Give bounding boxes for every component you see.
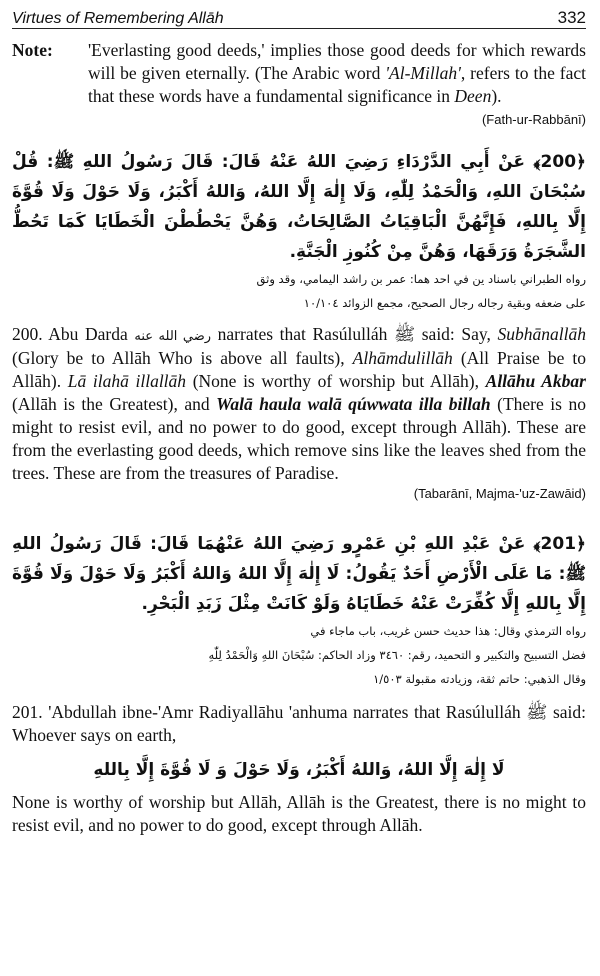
hadith-201-reference-line-3: وقال الذهبي: حاتم ثقة، وزيادته مقبولة ١/٥٠٣ [373,672,586,686]
salallahu-symbol: ﷺ [393,324,416,344]
note-text: 'Everlasting good deeds,' implies those good deeds for which rewards will be given eternally. (The Arabic word 'Al-Millah', refers to the fact that these words have a fundamental significance in Deen). (Fath-ur-Rabbānī) [88,39,586,131]
hadith-200-source: (Tabarānī, Majma-'uz-Zawāid) [413,486,586,501]
term-al-millah: 'Al-Millah' [385,63,461,83]
hadith-201-reference-line-2: فضل التسبيح والتكبير و التحميد، رقم: ٣٤٦٠ وزاد الحاكم: سُبْحَانَ اللهِ وَالْحَمْدُ لِلّٰهِ [208,648,586,662]
hadith-201-intro: 201. 'Abdullah ibne-'Amr Radiyallāhu 'anhuma narrates that Rasúlulláh ﷺ said: Whoever says on earth, [12,702,586,745]
note-label: Note: [12,40,53,60]
hadith-200-arabic: ﴿200﴾ عَنْ أَبِي الدَّرْدَاءِ رَضِيَ اللهُ عَنْهُ قَالَ: قَالَ رَسُولُ اللهِ ﷺ: قُلْ سُبْحَانَ اللهِ، وَالْحَمْدُ لِلّٰهِ، وَلَا إِلٰهَ إِلَّا اللهُ، وَاللهُ أَكْبَرُ، وَلَا حَوْلَ وَلَا قُوَّةَ إِلَّا بِاللهِ، فَإِنَّهُنَّ الْبَاقِيَاتُ الصَّالِحَاتُ، وَهُنَّ يَحْطُطْنَ الْخَطَايَا كَمَا تَحُطُّ الشَّجَرَةُ وَرَقَهَا، وَهُنَّ مِنْ كُنُوزِ الْجَنَّةِ. [12,152,586,262]
radiyallahu-symbol: رضي الله عنه [134,328,212,343]
note-source: (Fath-ur-Rabbānī) [481,112,586,127]
term-deen: Deen [454,86,492,106]
hadith-200-translation: 200. Abu Darda رضي الله عنه narrates that Rasúlulláh ﷺ said: Say, Subhānallāh (Glory be to Allāh Who is above all faults), Alhāmdulillāh (All Praise be to Allāh). Lā ilahā illallāh (None is worthy of worship but Allāh), Allāhu Akbar (Allāh is the Greatest), and Walā haula walā qúwwata illa billah (There is no might to resist evil, and no power to do good, except through Allāh). These are from the everlasting good deeds, which remove sins like the leaves shed from the trees. These are from the treasures of Paradise. [12,324,586,483]
hadith-201-translation: None is worthy of worship but Allāh, Allāh is the Greatest, there is no might to resist evil, and no power to do good, except through Allāh. [12,792,586,835]
hadith-201-reference-line-1: رواه الترمذي وقال: هذا حديث حسن غريب، باب ماجاء في [310,624,586,638]
hadith-number: 201. [12,702,43,722]
hadith-number: 200. [12,324,43,344]
page-number: 332 [557,8,586,27]
note-block [12,39,586,131]
hadith-201-centered-arabic: لَا إِلٰهَ إِلَّا اللهُ، وَاللهُ أَكْبَرُ، وَلَا حَوْلَ وَ لَا قُوَّةَ إِلَّا بِاللهِ [93,760,505,780]
hadith-201-arabic: ﴿201﴾ عَنْ عَبْدِ اللهِ بْنِ عَمْرٍو رَضِيَ اللهُ عَنْهُمَا قَالَ: قَالَ رَسُولُ اللهِ ﷺ: مَا عَلَى الْأَرْضِ أَحَدٌ يَقُولُ: لَا إِلٰهَ إِلَّا اللهُ وَاللهُ أَكْبَرُ وَلَا حَوْلَ وَلَا قُوَّةَ إِلَّا بِاللهِ إِلَّا كُفِّرَتْ عَنْهُ خَطَايَاهُ وَلَوْ كَانَتْ مِثْلَ زَبَدِ الْبَحْرِ. [12,534,586,614]
salallahu-symbol: ﷺ [526,702,548,722]
running-title: Virtues of Remembering Allāh [12,10,224,27]
hadith-200-reference-line-1: رواه الطبراني باسناد ين في احد هما: عمر بن راشد اليمامي، وقد وثق [256,272,586,286]
hadith-200-reference-line-2: على ضعفه وبقية رجاله رجال الصحيح، مجمع الزوائد ١٠/١٠٤ [303,296,586,310]
page-header [12,0,586,29]
